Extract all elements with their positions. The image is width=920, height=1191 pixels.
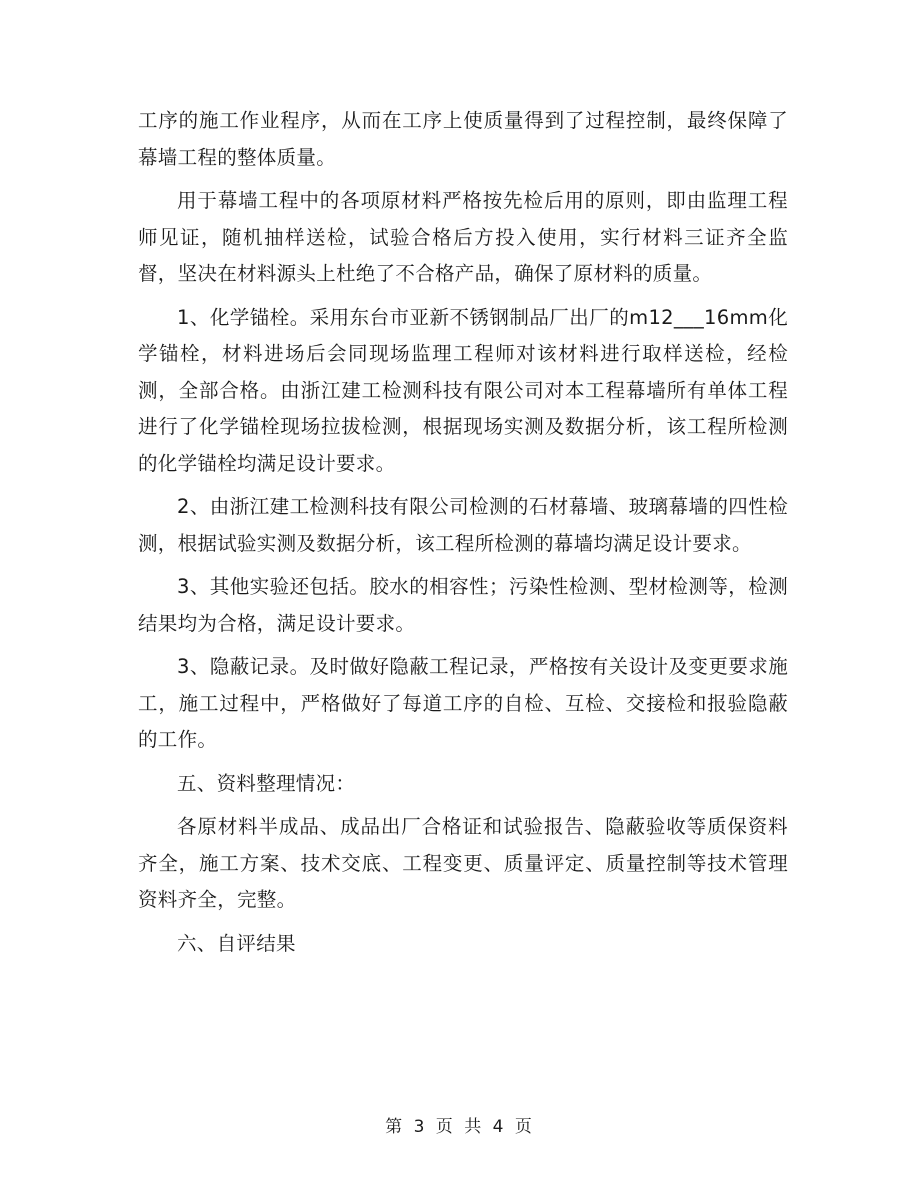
document-body	[138, 103, 788, 969]
section-heading-6: 六、自评结果	[177, 931, 296, 955]
paragraph-3: 1、化学锚栓。采用东台市亚新不锈钢制品厂出厂的m12___16mm化学锚栓，材料进场后会同现场监理工程师对该材料进行取样送检，经检测，全部合格。由浙江建工检测科技有限公司对本工程幕墙所有单体工程进行了化学锚栓现场拉拔检测，根据现场实测及数据分析，该工程所检测的化学锚栓均满足设计要求。	[138, 305, 788, 475]
paragraph-6: 3、隐蔽记录。及时做好隐蔽工程记录，严格按有关设计及变更要求施工，施工过程中，严格做好了每道工序的自检、互检、交接检和报验隐蔽的工作。	[138, 655, 788, 751]
paragraph-4: 2、由浙江建工检测科技有限公司检测的石材幕墙、玻璃幕墙的四性检测，根据试验实测及数据分析，该工程所检测的幕墙均满足设计要求。	[138, 495, 788, 555]
paragraph-2: 用于幕墙工程中的各项原材料严格按先检后用的原则，即由监理工程师见证，随机抽样送检，试验合格后方投入使用，实行材料三证齐全监督，坚决在材料源头上杜绝了不合格产品，确保了原材料的质量。	[138, 189, 788, 285]
paragraph-5: 3、其他实验还包括。胶水的相容性；污染性检测、型材检测等，检测结果均为合格，满足设计要求。	[138, 575, 788, 635]
section-heading-5: 五、资料整理情况：	[177, 771, 356, 795]
paragraph-7: 各原材料半成品、成品出厂合格证和试验报告、隐蔽验收等质保资料齐全，施工方案、技术交底、工程变更、质量评定、质量控制等技术管理资料齐全，完整。	[138, 815, 788, 911]
page-footer: 第 3 页 共 4 页	[385, 1117, 535, 1137]
paragraph-1: 工序的施工作业程序，从而在工序上使质量得到了过程控制，最终保障了幕墙工程的整体质量。	[138, 109, 788, 169]
